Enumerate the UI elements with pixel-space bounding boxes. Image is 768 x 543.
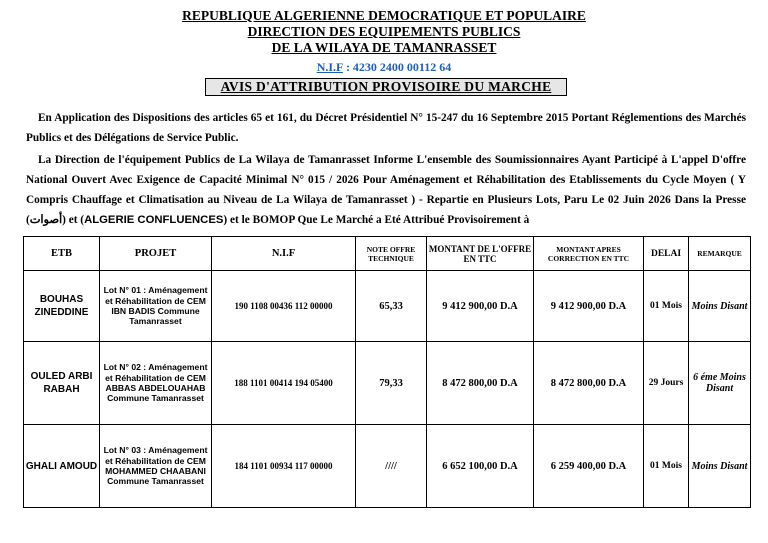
- cell-etb: BOUHAS ZINEDDINE: [24, 271, 100, 342]
- cell-note: ////: [356, 425, 427, 508]
- col-header-delai: DELAI: [644, 237, 689, 271]
- nif-line: [0, 60, 768, 75]
- cell-montant: 8 472 800,00 D.A: [427, 342, 534, 425]
- cell-etb: GHALI AMOUD: [24, 425, 100, 508]
- cell-note: 79,33: [356, 342, 427, 425]
- col-header-note: NOTE OFFRE TECHNIQUE: [356, 237, 427, 271]
- paragraph-announcement: [26, 150, 746, 232]
- cell-nif: 188 1101 00414 194 05400: [212, 342, 356, 425]
- newspaper-name: ALGERIE CONFLUENCES: [84, 214, 224, 226]
- cell-montant-apres: 6 259 400,00 D.A: [534, 425, 644, 508]
- cell-etb: OULED ARBI RABAH: [24, 342, 100, 425]
- cell-montant-apres: 8 472 800,00 D.A: [534, 342, 644, 425]
- nif-value: : 4230 2400 00112 64: [342, 60, 452, 74]
- col-header-montant-apres: MONTANT APRES CORRECTION EN TTC: [534, 237, 644, 271]
- col-header-projet: PROJET: [100, 237, 212, 271]
- paragraph-legal-reference: En Application des Dispositions des articles 65 et 161, du Décret Présidentiel N° 15-247 du 16 Septembre 2015 Portant Réglementions des Marchés Publics et des Délégations de Service Public.: [26, 112, 746, 144]
- cell-delai: 29 Jours: [644, 342, 689, 425]
- cell-montant-apres: 9 412 900,00 D.A: [534, 271, 644, 342]
- table-row: [24, 342, 751, 425]
- cell-montant: 6 652 100,00 D.A: [427, 425, 534, 508]
- col-header-nif: N.I.F: [212, 237, 356, 271]
- paragraph-text-1: La Direction de l'équipement Publics de La Wilaya de Tamanrasset Informe L'ensemble des Soumissionnaires Ayant Participé à L'appel D'offre National Ouvert Avec Exigence de Capacité Minimal N° 015 / 2026 Pour Aménagement et Réhabilitation des Etablissements du Cycle Moyen ( Y Compris Chauffage et Climatisation au Niveau de La Wilaya de Tamanrasset ) - Repartie en Plusieurs Lots, Paru Le 02 Juin 2026 Dans la Presse (: [26, 154, 746, 226]
- col-header-etb: ETB: [24, 237, 100, 271]
- cell-nif: 190 1108 00436 112 00000: [212, 271, 356, 342]
- header-republic: REPUBLIQUE ALGERIENNE DEMOCRATIQUE ET POPULAIRE: [182, 8, 586, 23]
- cell-projet: Lot N° 02 : Aménagement et Réhabilitation de CEM ABBAS ABDELOUAHAB Commune Tamanrasset: [100, 342, 212, 425]
- cell-projet: Lot N° 03 : Aménagement et Réhabilitation de CEM MOHAMMED CHAABANI Commune Tamanrasset: [100, 425, 212, 508]
- avis-title: AVIS D'ATTRIBUTION PROVISOIRE DU MARCHE: [205, 78, 567, 96]
- cell-projet: Lot N° 01 : Aménagement et Réhabilitation de CEM IBN BADIS Commune Tamanrasset: [100, 271, 212, 342]
- nif-label: N.I.F: [316, 60, 343, 74]
- attribution-table: [23, 236, 751, 508]
- header-wilaya: DE LA WILAYA DE TAMANRASSET: [271, 40, 497, 55]
- cell-montant: 9 412 900,00 D.A: [427, 271, 534, 342]
- cell-nif: 184 1101 00934 117 00000: [212, 425, 356, 508]
- table-header-row: [24, 237, 751, 271]
- cell-remarque: Moins Disant: [689, 425, 751, 508]
- cell-delai: 01 Mois: [644, 271, 689, 342]
- cell-note: 65,33: [356, 271, 427, 342]
- header-direction: DIRECTION DES EQUIPEMENTS PUBLICS: [247, 24, 521, 39]
- paragraph-text-2: ) et (: [62, 214, 85, 226]
- cell-delai: 01 Mois: [644, 425, 689, 508]
- newspaper-arabic: أصوات: [29, 214, 63, 226]
- table-row: [24, 425, 751, 508]
- paragraph-text-3: ) et le BOMOP Que Le Marché a Eté Attribué Provisoirement à: [223, 214, 530, 226]
- table-row: [24, 271, 751, 342]
- cell-remarque: Moins Disant: [689, 271, 751, 342]
- col-header-remarque: REMARQUE: [689, 237, 751, 271]
- cell-remarque: 6 éme Moins Disant: [689, 342, 751, 425]
- col-header-montant: MONTANT DE L'OFFRE EN TTC: [427, 237, 534, 271]
